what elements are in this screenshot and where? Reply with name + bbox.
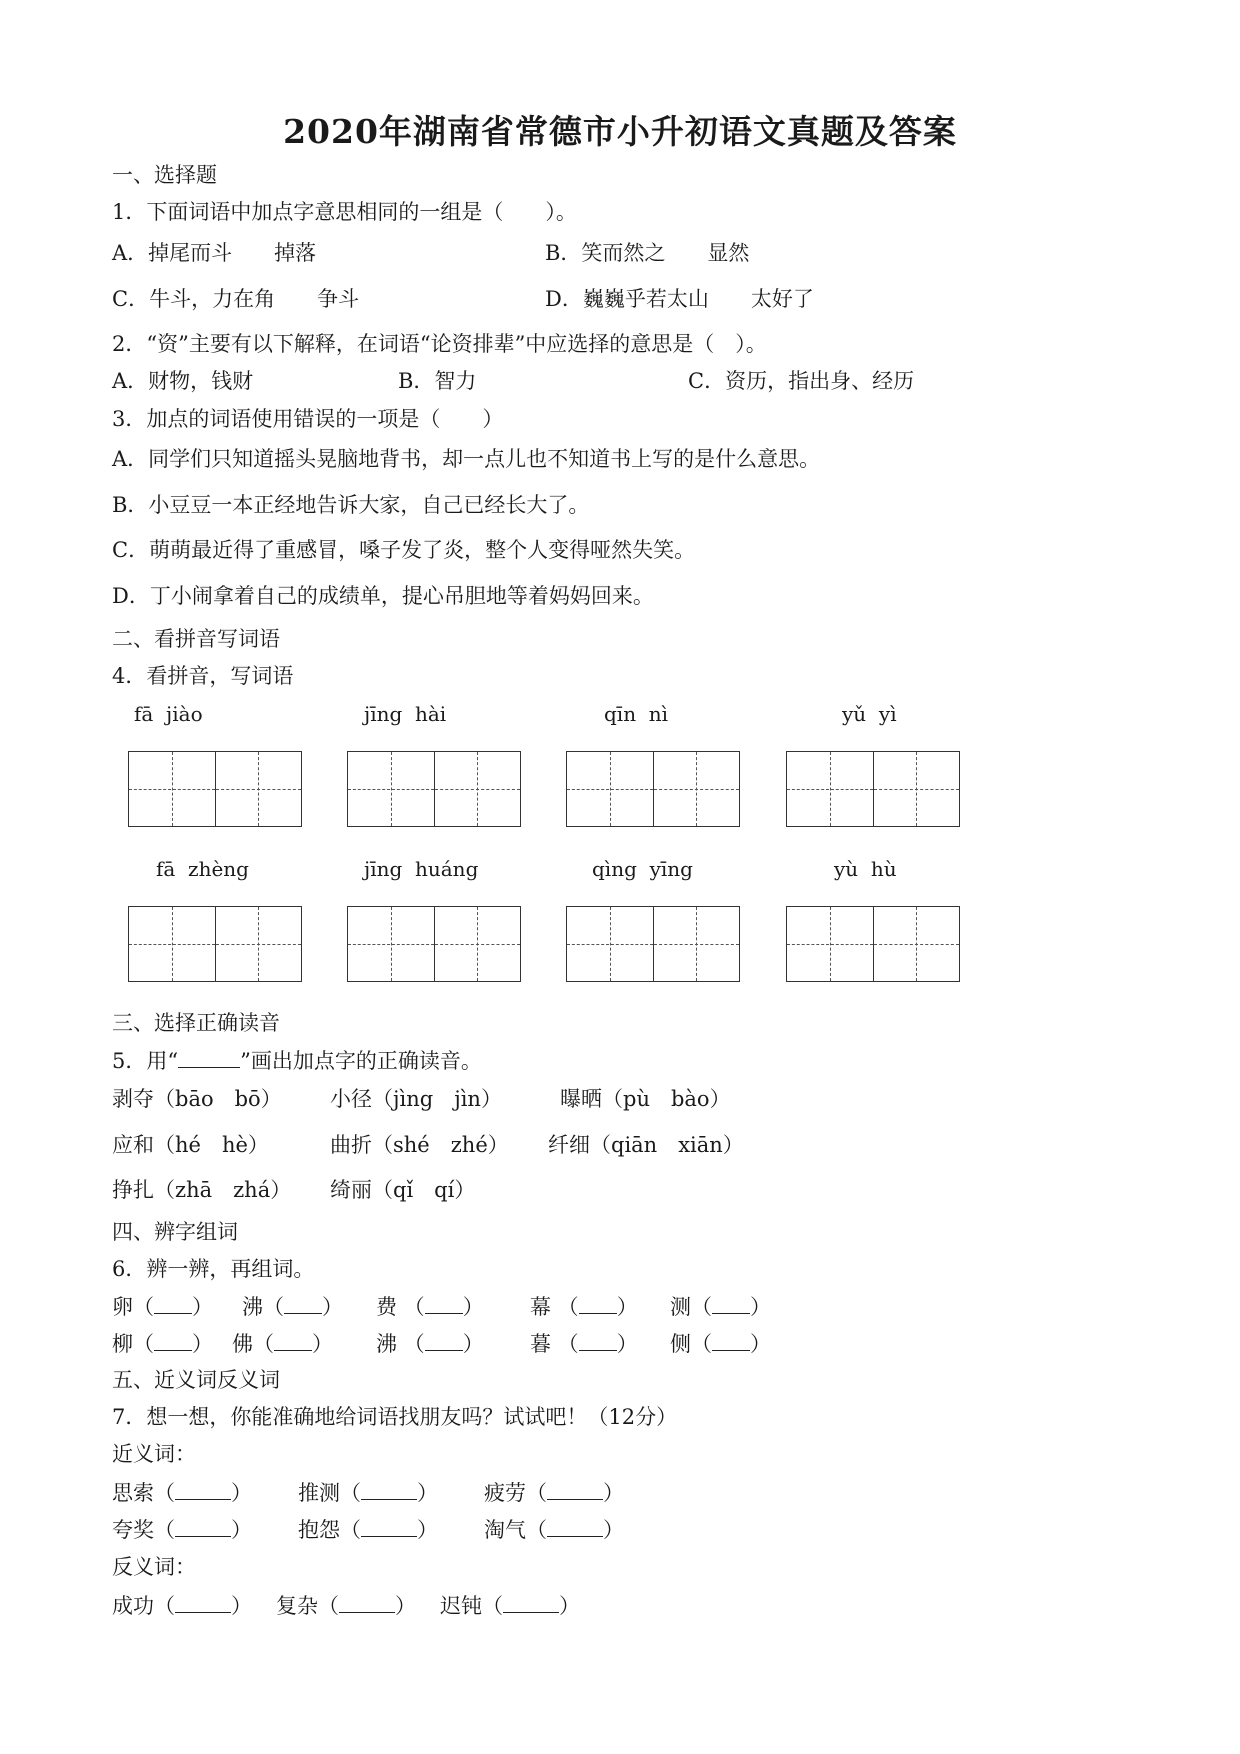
antonym-item[interactable]: 复杂（ ） [276, 1594, 416, 1618]
pronunciation-item[interactable]: 小径（jìng jìn） [330, 1087, 502, 1111]
antonym-item[interactable]: 迟钝（ ） [440, 1594, 580, 1618]
section-3-heading: 三、选择正确读音 [112, 1011, 280, 1035]
q6-stem: 6．辨一辨，再组词。 [112, 1257, 315, 1281]
q3-option-b: B．小豆豆一本正经地告诉大家，自己已经长大了。 [112, 493, 590, 517]
pinyin-label: qīn nì [604, 702, 669, 726]
pinyin-label: yù hù [834, 857, 897, 881]
q4-stem: 4．看拼音，写词语 [112, 664, 294, 688]
writing-grid[interactable] [128, 906, 302, 982]
q2-option-b: B．智力 [398, 369, 477, 393]
pinyin-label: jīng huáng [364, 857, 479, 881]
section-2-heading: 二、看拼音写词语 [112, 627, 280, 651]
word-blank-item[interactable]: 费 （ ） [376, 1295, 484, 1319]
q1-option-b: B．笑而然之 显然 [545, 241, 750, 265]
page-title: 2020年湖南省常德市小升初语文真题及答案 [283, 112, 957, 151]
writing-grid[interactable] [786, 906, 960, 982]
word-blank-item[interactable]: 侧（ ） [670, 1332, 771, 1356]
q7-stem: 7．想一想，你能准确地给词语找朋友吗？试试吧！（12分） [112, 1405, 678, 1429]
antonym-item[interactable]: 成功（ ） [112, 1594, 252, 1618]
section-4-heading: 四、辨字组词 [112, 1220, 238, 1244]
pronunciation-item[interactable]: 绮丽（qǐ qí） [330, 1178, 476, 1202]
q1-option-d: D．巍巍乎若太山 太好了 [545, 287, 814, 311]
section-5-heading: 五、近义词反义词 [112, 1368, 280, 1392]
pinyin-label: fā zhèng [156, 857, 249, 881]
section-1-heading: 一、选择题 [112, 163, 217, 187]
q3-stem: 3．加点的词语使用错误的一项是（ ） [112, 407, 504, 431]
writing-grid[interactable] [566, 751, 740, 827]
pinyin-label: qìng yīng [592, 857, 693, 881]
word-blank-item[interactable]: 沸（ ） [242, 1295, 343, 1319]
writing-grid[interactable] [786, 751, 960, 827]
writing-grid[interactable] [347, 906, 521, 982]
q1-option-c: C．牛斗，力在角 争斗 [112, 287, 360, 311]
q1-option-a: A．掉尾而斗 掉落 [112, 241, 317, 265]
synonym-item[interactable]: 淘气（ ） [484, 1518, 624, 1542]
q1-stem: 1．下面词语中加点字意思相同的一组是（ ）。 [112, 200, 577, 224]
answer-blank[interactable] [178, 1047, 240, 1068]
word-blank-item[interactable]: 佛（ ） [232, 1332, 333, 1356]
synonym-item[interactable]: 夸奖（ ） [112, 1518, 252, 1542]
word-blank-item[interactable]: 柳（ ） [112, 1332, 213, 1356]
word-blank-item[interactable]: 卵（ ） [112, 1295, 213, 1319]
pronunciation-item[interactable]: 应和（hé hè） [112, 1133, 269, 1157]
pronunciation-item[interactable]: 曲折（shé zhé） [330, 1133, 509, 1157]
synonym-item[interactable]: 思索（ ） [112, 1481, 252, 1505]
synonym-item[interactable]: 抱怨（ ） [298, 1518, 438, 1542]
synonym-item[interactable]: 推测（ ） [298, 1481, 438, 1505]
pinyin-label: fā jiào [134, 702, 203, 726]
writing-grid[interactable] [347, 751, 521, 827]
q3-option-d: D．丁小闹拿着自己的成绩单，提心吊胆地等着妈妈回来。 [112, 584, 654, 608]
q3-option-a: A．同学们只知道摇头晃脑地背书，却一点儿也不知道书上写的是什么意思。 [112, 447, 821, 471]
q3-option-c: C．萌萌最近得了重感冒，嗓子发了炎，整个人变得哑然失笑。 [112, 538, 696, 562]
antonym-label: 反义词： [112, 1555, 196, 1579]
pronunciation-item[interactable]: 剥夺（bāo bō） [112, 1087, 282, 1111]
synonym-label: 近义词： [112, 1442, 196, 1466]
pinyin-label: yǔ yì [842, 702, 897, 726]
word-blank-item[interactable]: 沸 （ ） [376, 1332, 484, 1356]
q2-stem: 2．“资”主要有以下解释，在词语“论资排辈”中应选择的意思是（ ）。 [112, 332, 767, 356]
q2-option-c: C．资历，指出身、经历 [688, 369, 915, 393]
pronunciation-item[interactable]: 纤细（qiān xiān） [548, 1133, 744, 1157]
writing-grid[interactable] [566, 906, 740, 982]
writing-grid[interactable] [128, 751, 302, 827]
q2-option-a: A．财物，钱财 [112, 369, 254, 393]
pronunciation-item[interactable]: 挣扎（zhā zhá） [112, 1178, 292, 1202]
q5-stem: 5．用“ ”画出加点字的正确读音。 [112, 1049, 482, 1073]
word-blank-item[interactable]: 测（ ） [670, 1295, 771, 1319]
pronunciation-item[interactable]: 曝晒（pù bào） [560, 1087, 731, 1111]
word-blank-item[interactable]: 暮 （ ） [530, 1332, 638, 1356]
synonym-item[interactable]: 疲劳（ ） [484, 1481, 624, 1505]
word-blank-item[interactable]: 幕 （ ） [530, 1295, 638, 1319]
pinyin-label: jīng hài [364, 702, 447, 726]
